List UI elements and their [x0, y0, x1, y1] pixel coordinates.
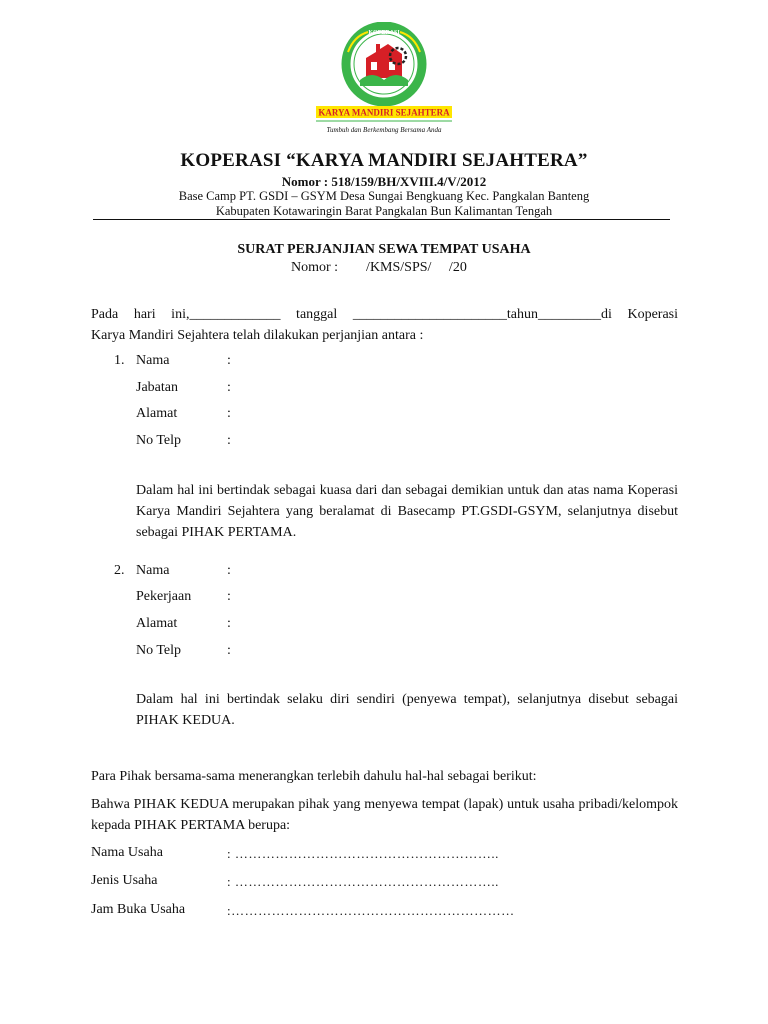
business-label-jenis-usaha: Jenis Usaha — [91, 873, 158, 888]
address-line-1: Base Camp PT. GSDI – GSYM Desa Sungai Bengkuang Kec. Pangkalan Banteng — [178, 189, 590, 203]
party-2-label-no-telp: No Telp — [136, 643, 182, 658]
party-2-label-nama: Nama — [136, 563, 170, 578]
party-1-label-nama: Nama — [136, 353, 170, 368]
business-label-jam-buka-usaha: Jam Buka Usaha — [91, 902, 186, 917]
party-2-label-pekerjaan: Pekerjaan — [136, 589, 192, 604]
business-value-jenis-usaha: : ………………………………………………….. — [227, 874, 499, 889]
party-2-paragraph: Dalam hal ini bertindak selaku diri sendiri (penyewa tempat), selanjutnya disebut sebagai PIHAK KEDUA. — [136, 692, 678, 728]
party-2-colon-alamat: : — [227, 616, 231, 631]
business-value-jam-buka-usaha: :……………………………………………………… — [227, 903, 515, 918]
opening-line-1: Pada hari ini,_____________ tanggal ______________________tahun_________di Koperasi — [91, 307, 678, 322]
party-1-label-no-telp: No Telp — [136, 433, 182, 448]
party-1-colon-no-telp: : — [227, 433, 231, 448]
party-2-label-alamat: Alamat — [136, 616, 178, 631]
party-1-colon-nama: : — [227, 353, 231, 368]
party-2-colon-nama: : — [227, 563, 231, 578]
logo-motto: Tumbuh dan Berkembang Bersama Anda — [326, 126, 442, 134]
party-1-number: 1. — [114, 353, 125, 368]
koperasi-logo — [314, 22, 454, 142]
party-1-label-jabatan: Jabatan — [136, 380, 178, 395]
document-title: SURAT PERJANJIAN SEWA TEMPAT USAHA — [237, 242, 531, 257]
header-divider — [93, 219, 670, 220]
document-number: Nomor : /KMS/SPS/ /20 — [291, 260, 467, 275]
address-line-2: Kabupaten Kotawaringin Barat Pangkalan Bun Kalimantan Tengah — [215, 204, 553, 218]
organization-title: KOPERASI “KARYA MANDIRI SEJAHTERA” — [180, 150, 588, 171]
party-2-number: 2. — [114, 563, 125, 578]
party-1-colon-alamat: : — [227, 406, 231, 421]
party-1-label-alamat: Alamat — [136, 406, 178, 421]
organization-registration-number: Nomor : 518/159/BH/XVIII.4/V/2012 — [281, 174, 487, 189]
bahwa-paragraph: Bahwa PIHAK KEDUA merupakan pihak yang menyewa tempat (lapak) untuk usaha pribadi/kelompok kepada PIHAK PERTAMA berupa: — [91, 797, 678, 833]
logo-banner-text: KARYA MANDIRI SEJAHTERA — [318, 107, 450, 118]
logo-ring-text: KOPERASI — [368, 30, 400, 36]
business-label-nama-usaha: Nama Usaha — [91, 845, 163, 860]
party-2-colon-pekerjaan: : — [227, 589, 231, 604]
party-2-colon-no-telp: : — [227, 643, 231, 658]
opening-line-2: Karya Mandiri Sejahtera telah dilakukan perjanjian antara : — [91, 328, 424, 343]
party-1-paragraph: Dalam hal ini bertindak sebagai kuasa dari dan sebagai demikian untuk dan atas nama Koperasi Karya Mandiri Sejahtera yang beralamat di Basecamp PT.GSDI-GSYM, selanjutnya disebut sebagai PIHAK PERTAMA. — [136, 483, 678, 540]
party-1-colon-jabatan: : — [227, 380, 231, 395]
intro-statement: Para Pihak bersama-sama menerangkan terlebih dahulu hal-hal sebagai berikut: — [91, 769, 537, 784]
business-value-nama-usaha: : ………………………………………………….. — [227, 846, 499, 861]
